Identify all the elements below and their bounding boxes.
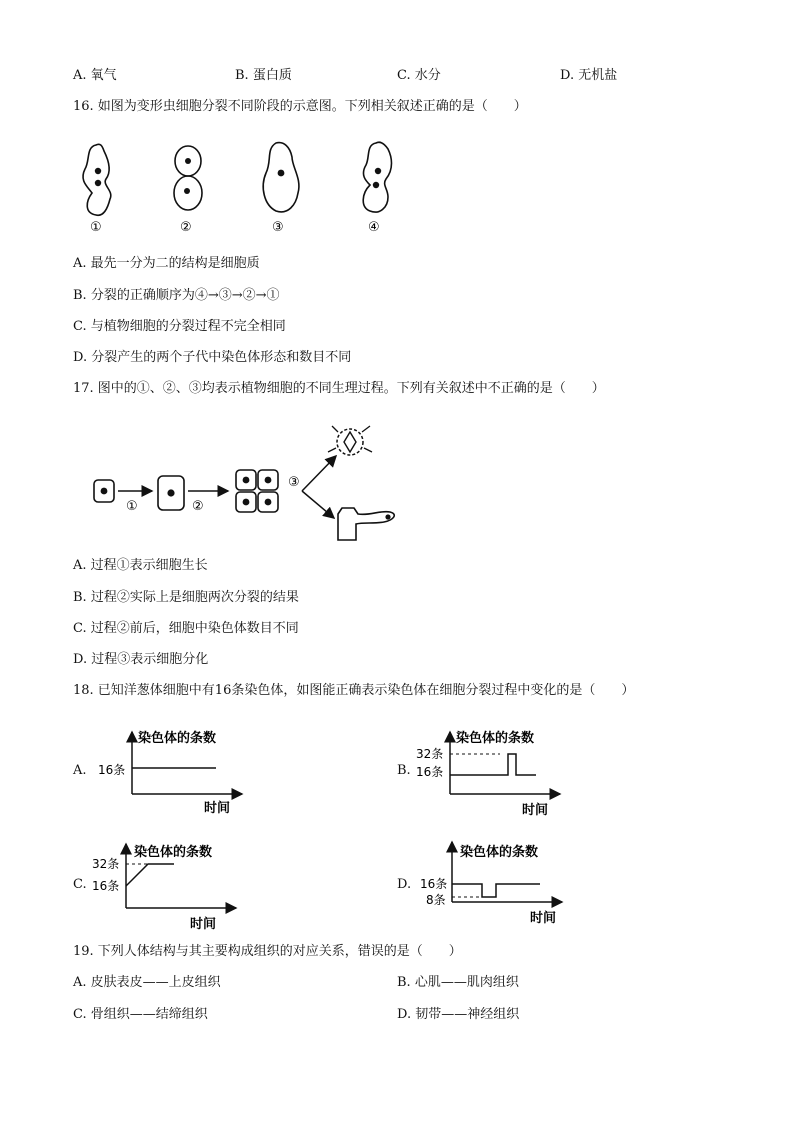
arrow-process-3-down	[302, 491, 334, 518]
amoeba-cell-2	[174, 146, 202, 235]
q19-option-a: A. 皮肤表皮——上皮组织	[73, 975, 221, 990]
q18-stem: 18. 已知洋葱体细胞中有16条染色体，如图能正确表示染色体在细胞分裂过程中变化的是（ ）	[73, 683, 635, 698]
q17-option-a: A. 过程①表示细胞生长	[73, 558, 208, 573]
chart-b-ylabel: 染色体的条数	[456, 731, 535, 746]
amoeba-label-2: ②	[180, 220, 192, 235]
chart-d-tick-16: 16条	[420, 877, 448, 891]
q17-plant-cell-figure	[88, 418, 418, 548]
q15-option-c: C. 水分	[397, 68, 441, 83]
q19-option-b: B. 心肌——肌肉组织	[397, 975, 519, 990]
chart-d-xlabel: 时间	[530, 911, 557, 926]
specialized-cell-upper	[328, 426, 372, 455]
four-cell-group	[236, 470, 278, 512]
chart-b-series-line	[450, 754, 536, 775]
chart-a	[92, 722, 252, 822]
chart-c-option: C.	[73, 877, 87, 892]
chart-d-tick-8: 8条	[426, 893, 446, 907]
q16-option-a: A. 最先一分为二的结构是细胞质	[73, 256, 260, 271]
chart-d-option: D.	[397, 877, 412, 892]
amoeba-cell-4	[363, 142, 391, 235]
chart-b-xlabel: 时间	[522, 803, 549, 818]
chart-a-tick-16: 16条	[98, 763, 126, 777]
chart-b	[412, 722, 572, 822]
amoeba-cell-1	[83, 144, 111, 235]
chart-a-option: A.	[73, 763, 87, 778]
process-label-3: ③	[288, 475, 300, 490]
q16-amoeba-figure	[70, 135, 410, 240]
grown-cell	[158, 476, 184, 510]
process-label-2: ②	[192, 499, 204, 514]
chart-c	[88, 836, 248, 936]
specialized-cell-lower	[338, 508, 394, 540]
q16-stem: 16. 如图为变形虫细胞分裂不同阶段的示意图。下列相关叙述正确的是（ ）	[73, 99, 527, 114]
q15-option-b: B. 蛋白质	[235, 68, 292, 83]
q19-option-c: C. 骨组织——结缔组织	[73, 1007, 208, 1022]
amoeba-cell-3	[263, 143, 299, 235]
q16-option-b: B. 分裂的正确顺序为④→③→②→①	[73, 288, 280, 303]
arrow-process-3-up	[302, 456, 336, 491]
chart-b-tick-32: 32条	[416, 747, 444, 761]
chart-a-ylabel: 染色体的条数	[138, 731, 217, 746]
small-cell	[94, 480, 114, 502]
q15-option-d: D. 无机盐	[560, 68, 618, 83]
chart-b-tick-16: 16条	[416, 765, 444, 779]
chart-a-xlabel: 时间	[204, 801, 231, 816]
amoeba-label-1: ①	[90, 220, 102, 235]
chart-c-tick-32: 32条	[92, 857, 120, 871]
q19-option-d: D. 韧带——神经组织	[397, 1007, 520, 1022]
chart-c-ylabel: 染色体的条数	[134, 845, 213, 860]
q15-option-a: A. 氧气	[73, 68, 117, 83]
chart-b-option: B.	[397, 763, 411, 778]
chart-c-xlabel: 时间	[190, 917, 217, 932]
chart-d-ylabel: 染色体的条数	[460, 845, 539, 860]
q17-option-c: C. 过程②前后，细胞中染色体数目不同	[73, 621, 299, 636]
chart-c-tick-16: 16条	[92, 879, 120, 893]
q19-stem: 19. 下列人体结构与其主要构成组织的对应关系，错误的是（ ）	[73, 944, 462, 959]
q16-option-c: C. 与植物细胞的分裂过程不完全相同	[73, 319, 286, 334]
q16-option-d: D. 分裂产生的两个子代中染色体形态和数目不同	[73, 350, 352, 365]
q17-stem: 17. 图中的①、②、③均表示植物细胞的不同生理过程。下列有关叙述中不正确的是（ ）	[73, 381, 605, 396]
amoeba-label-4: ④	[368, 220, 380, 235]
process-label-1: ①	[126, 499, 138, 514]
q17-option-b: B. 过程②实际上是细胞两次分裂的结果	[73, 590, 299, 605]
chart-d	[412, 836, 572, 936]
chart-d-series-line	[452, 884, 540, 897]
amoeba-label-3: ③	[272, 220, 284, 235]
chart-c-series-line	[126, 864, 174, 886]
q17-option-d: D. 过程③表示细胞分化	[73, 652, 209, 667]
